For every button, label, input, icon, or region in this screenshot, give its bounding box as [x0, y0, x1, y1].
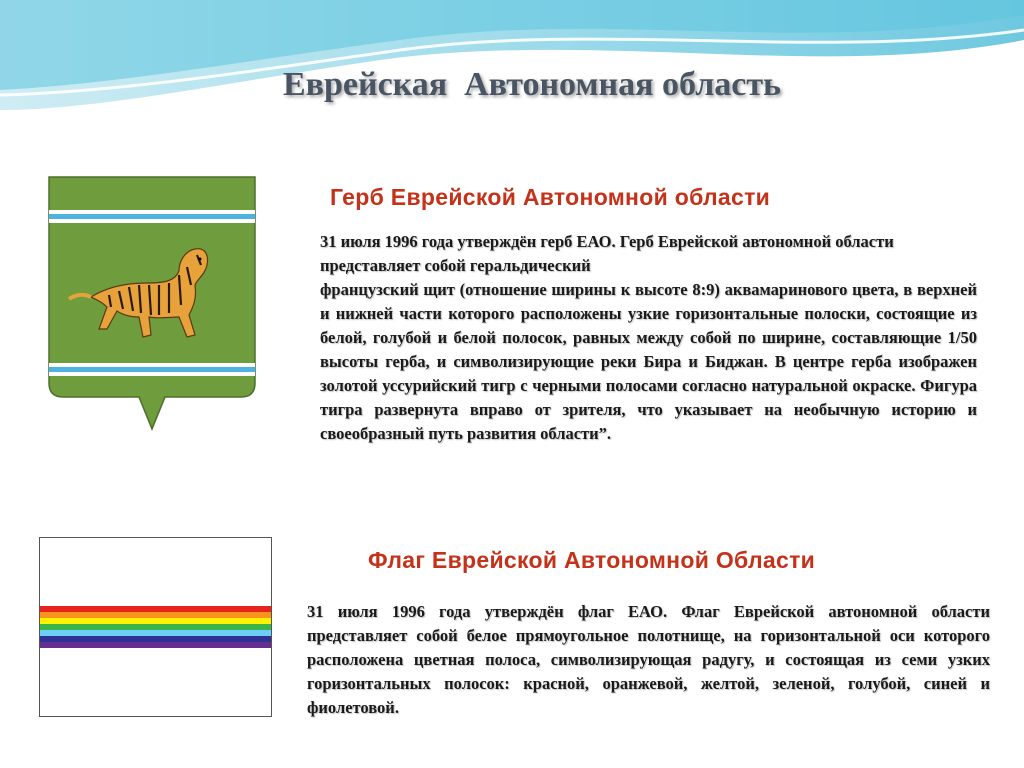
page-title: Еврейская Автономная область — [282, 66, 782, 103]
flag-stripe-violet — [40, 642, 271, 648]
emblem-description — [320, 230, 977, 446]
emblem-description-paragraph-2: французский щит (отношение ширины к высоте 8:9) аквамаринового цвета, в верхней и нижней части которого расположены узкие горизонтальные полоски, состоящие из белой, голубой и белой полосок, равных между собой по ширине, составляющие 1/50 высоты герба, и символизирующие реки Бира и Биджан. В центре герба изображен золотой уссурийский тигр с черными полосами согласно натуральной окраске. Фигура тигра развернута вправо от зрителя, что указывает на необычную историю и своеобразный путь развития области”. — [320, 280, 977, 443]
emblem-description-paragraph-1: 31 июля 1996 года утверждён герб ЕАО. Герб Еврейской автономной области представляет собой геральдический — [320, 232, 894, 275]
flag-heading: Флаг Еврейской Автономной Области — [368, 547, 816, 573]
emblem-heading: Герб Еврейской Автономной области — [330, 184, 771, 210]
coat-of-arms-image — [47, 175, 259, 433]
flag-image — [39, 537, 272, 717]
flag-description: 31 июля 1996 года утверждён флаг ЕАО. Флаг Еврейской автономной области представляет собой белое прямоугольное полотнище, на горизонтальной оси которого расположена цветная полоса, символизирующая радугу, и состоящая из семи узких горизонтальных полосок: красной, оранжевой, желтой, зеленой, голубой, синей и фиолетовой. — [307, 602, 990, 717]
rainbow-stripes — [40, 606, 271, 648]
lower-river-stripes — [49, 363, 255, 376]
header-wave-decoration — [0, 0, 1024, 130]
upper-river-stripes — [49, 210, 255, 223]
